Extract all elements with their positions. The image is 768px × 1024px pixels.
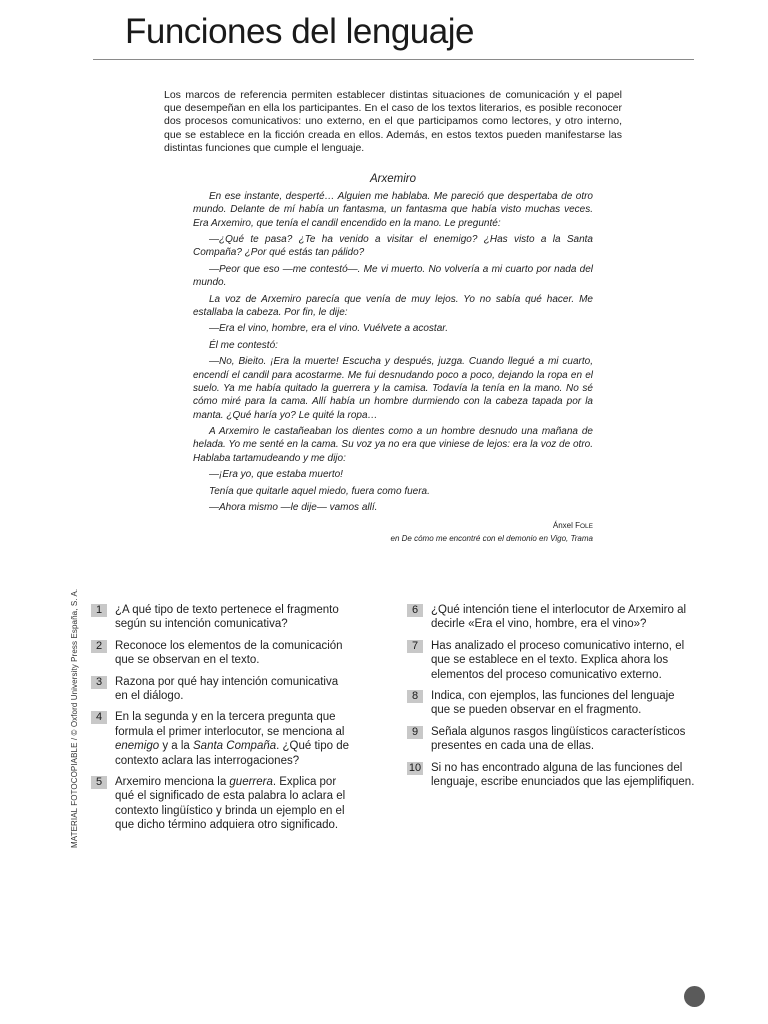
story-title: Arxemiro xyxy=(369,173,416,185)
story-paragraph: Él me contestó: xyxy=(209,339,278,351)
question-number: 8 xyxy=(407,690,423,703)
story-paragraph: A Arxemiro le castañeaban los dientes como a un hombre desnudo una mañana de helada. Yo me senté en la cama. Su voz ya no era que viniese de lejos: era la voz de otro. Hablaba tartamudeando y me dijo: xyxy=(193,426,593,464)
question-item xyxy=(407,689,695,718)
question-item xyxy=(407,761,695,790)
story-paragraph: —Peor que eso —me contestó—. Me vi muerto. No volvería a mi cuarto por nada del mundo. xyxy=(193,263,593,289)
question-text: Has analizado el proceso comunicativo interno, el que se establece en el texto. Explica ahora los elementos del proceso comunicativo externo. xyxy=(431,639,685,681)
page-title: Funciones del lenguaje xyxy=(125,12,474,51)
question-text: En la segunda y en la tercera pregunta que formula el primer interlocutor, se menciona al enemigo y a la Santa Compaña. ¿Qué tipo de contexto aclara las interrogaciones? xyxy=(115,711,350,767)
question-item xyxy=(91,675,353,704)
question-number: 7 xyxy=(407,640,423,653)
page-marker-dot xyxy=(684,986,705,1007)
story-paragraph: —No, Bieito. ¡Era la muerte! Escucha y después, juzga. Cuando llegué a mi cuarto, encendí el candil para acostarme. Me fui desnudando poco a poco, dejando la ropa en el suelo. Ya me había quitado la guerrera y la camisa. Todavía la tenía en la mano. No sé cómo miré para la cama. Allí había un hombre durmiendo con la cabeza tapada por la manta. ¿Qué haría yo? Le quité la ropa… xyxy=(193,356,593,421)
story-author: Ánxel FOLE xyxy=(552,521,593,530)
question-text: Si no has encontrado alguna de las funciones del lenguaje, escribe enunciados que las ejemplifiquen. xyxy=(431,761,695,789)
question-text: Razona por qué hay intención comunicativa en el diálogo. xyxy=(115,675,339,703)
story-source: en De cómo me encontré con el demonio en Vigo, Trama xyxy=(390,534,593,543)
story-text xyxy=(193,190,593,518)
story-credit xyxy=(360,520,593,545)
question-text: Indica, con ejemplos, las funciones del lenguaje que se pueden observar en el fragmento. xyxy=(431,690,675,717)
question-item xyxy=(91,710,353,768)
question-number: 4 xyxy=(91,711,107,724)
story-paragraph: Tenía que quitarle aquel miedo, fuera como fuera. xyxy=(209,485,430,497)
question-item xyxy=(91,639,353,668)
intro-paragraph: Los marcos de referencia permiten establecer distintas situaciones de comunicación y el papel que desempeñan en ella los participantes. En el caso de los textos literarios, es posible reconocer dos procesos comunicativos: uno externo, en el que participamos como lectores, y otro interno, que se establece en la ficción creada en ellos. Además, en estos textos pueden manifestarse las distintas funciones que cumple el lenguaje. xyxy=(164,89,622,154)
story-paragraph: —¿Qué te pasa? ¿Te ha venido a visitar el enemigo? ¿Has visto a la Santa Compaña? ¿Por qué estás tan pálido? xyxy=(193,234,593,259)
story-paragraph: La voz de Arxemiro parecía que venía de muy lejos. Yo no sabía qué hacer. Me estallaba la cabeza. Por fin, le dije: xyxy=(193,293,593,318)
story-paragraph: En ese instante, desperté… Alguien me hablaba. Me pareció que despertaba de otro mundo. Delante de mí había un fantasma, un fantasma que había visto muchas veces. Era Arxemiro, que tenía el candil encendido en la mano. Le pregunté: xyxy=(193,191,593,229)
question-text: Reconoce los elementos de la comunicación que se observan en el texto. xyxy=(115,639,343,667)
question-text: ¿Qué intención tiene el interlocutor de Arxemiro al decirle «Era el vino, hombre, era el vino»? xyxy=(431,604,687,631)
questions-left-column xyxy=(91,603,353,840)
title-divider xyxy=(93,59,694,60)
question-number: 6 xyxy=(407,604,423,617)
question-item xyxy=(91,603,353,632)
story-paragraph: —Era el vino, hombre, era el vino. Vuélvete a acostar. xyxy=(209,323,449,335)
question-number: 2 xyxy=(91,640,107,653)
questions-right-column xyxy=(407,603,695,796)
question-text: Arxemiro menciona la guerrera. Explica por qué el significado de esta palabra lo aclara el contexto lingüístico y brinda un ejemplo en el que dicho término adquiera otro significado. xyxy=(115,776,346,832)
question-text: ¿A qué tipo de texto pertenece el fragmento según su intención comunicativa? xyxy=(115,604,339,631)
question-item xyxy=(407,603,695,632)
question-number: 10 xyxy=(408,761,422,774)
question-item xyxy=(407,725,695,754)
question-text: Señala algunos rasgos lingüísticos característicos presentes en cada una de ellas. xyxy=(431,725,686,753)
question-item xyxy=(91,775,353,833)
copyright-sidebar: MATERIAL FOTOCOPIABLE / © Oxford University Press España, S. A. xyxy=(70,588,79,848)
question-item xyxy=(407,639,695,682)
question-number: 9 xyxy=(407,726,423,739)
question-number: 1 xyxy=(91,604,107,617)
story-paragraph: —¡Era yo, que estaba muerto! xyxy=(209,469,343,481)
story-paragraph: —Ahora mismo —le dije— vamos allí. xyxy=(209,502,378,514)
question-number: 5 xyxy=(91,776,107,789)
question-number: 3 xyxy=(91,676,107,689)
